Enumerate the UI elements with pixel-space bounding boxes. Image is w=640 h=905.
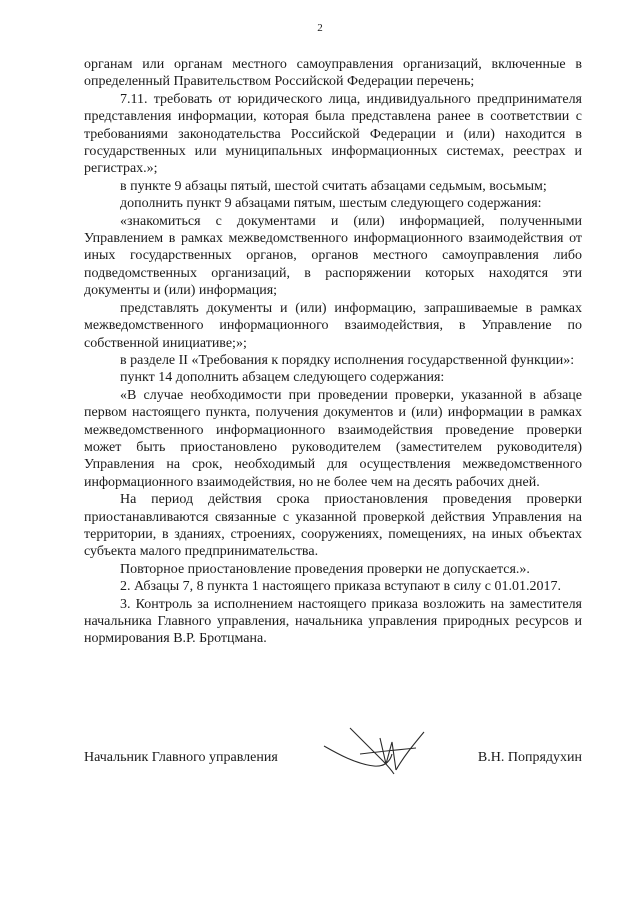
document-body (84, 56, 582, 648)
paragraph-5: «знакомиться с документами и (или) информацией, полученными Управлением в рамках межведомственного информационного взаимодействия от иных государственных органов, органов местного самоуправления либо подведомственных организаций, в распоряжении которых находятся эти документы и (или) информация; (84, 213, 582, 299)
paragraph-11: Повторное приостановление проведения проверки не допускается.». (120, 561, 530, 577)
paragraph-8: пункт 14 дополнить абзацем следующего содержания: (120, 370, 445, 386)
handwritten-signature (320, 724, 430, 776)
paragraph-3: в пункте 9 абзацы пятый, шестой считать абзацами седьмым, восьмым; (120, 178, 547, 194)
paragraph-13: 3. Контроль за исполнением настоящего приказа возложить на заместителя начальника Главного управления, начальника управления природных ресурсов и нормирования В.Р. Бротцмана. (84, 596, 582, 647)
signature-block (84, 746, 582, 786)
paragraph-6: представлять документы и (или) информацию, запрашиваемые в рамках межведомственного информационного взаимодействия, в Управление по собственной инициативе;»; (84, 300, 582, 351)
signatory-title: Начальник Главного управления (84, 750, 278, 765)
paragraph-12: 2. Абзацы 7, 8 пункта 1 настоящего приказа вступают в силу с 01.01.2017. (120, 579, 562, 595)
paragraph-4: дополнить пункт 9 абзацами пятым, шестым следующего содержания: (120, 196, 542, 212)
paragraph-2: 7.11. требовать от юридического лица, индивидуального предпринимателя представления информации, которая была представлена ранее в соответствии с требованиями законодательства Российской Федерации и (или) находится в государственных или муниципальных информационных системах, реестрах и регистрах.»; (84, 91, 582, 177)
paragraph-9: «В случае необходимости при проведении проверки, указанной в абзаце первом настоящего пункта, получения документов и (или) информации в рамках межведомственного информационного взаимодействия проведение проверки может быть приостановлено руководителем (заместителем руководителя) Управления на срок, необходимый для осуществления межведомственного информационного взаимодействия, но не более чем на десять рабочих дней. (84, 387, 582, 490)
paragraph-7: в разделе II «Требования к порядку исполнения государственной функции»: (120, 352, 575, 368)
signatory-name: В.Н. Попрядухин (477, 750, 582, 765)
paragraph-1: органам или органам местного самоуправления организаций, включенные в определенный Правительством Российской Федерации перечень; (84, 57, 582, 90)
page-number: 2 (317, 22, 323, 34)
paragraph-10: На период действия срока приостановления проведения проверки приостанавливаются связанные с указанной проверкой действия Управления на территории, в зданиях, строениях, сооружениях, помещениях, на иных объектах субъекта малого предпринимательства. (84, 492, 582, 560)
